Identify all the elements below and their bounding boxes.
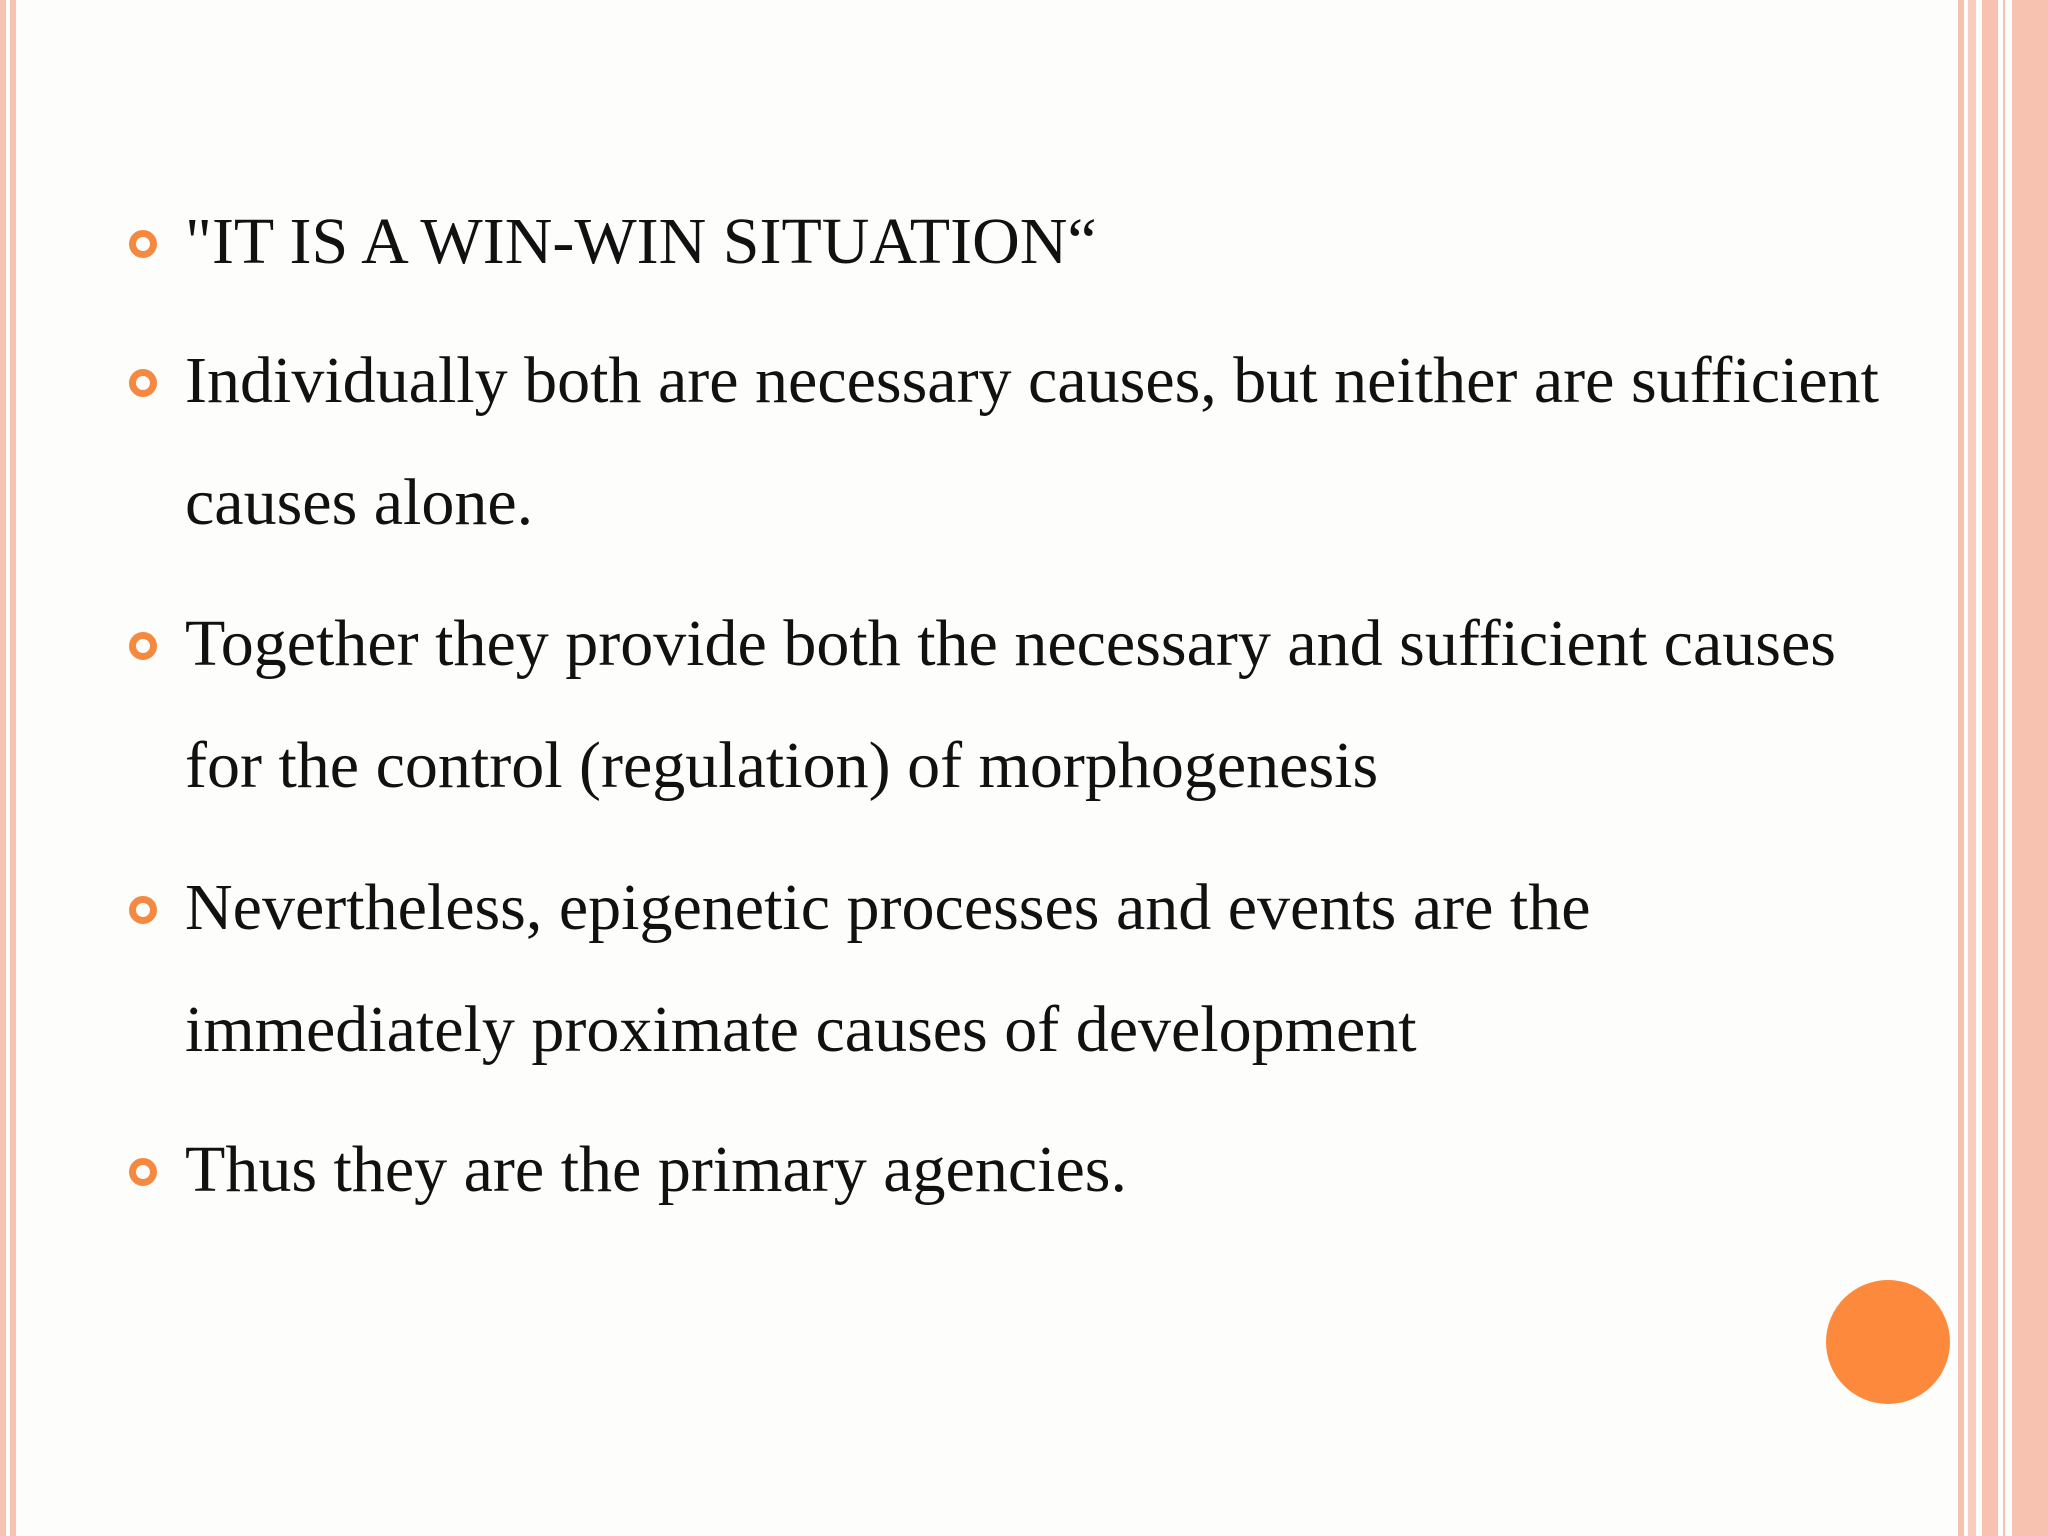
bullet-text: Thus they are the primary agencies. (185, 1133, 1127, 1206)
ring-bullet-icon (129, 632, 157, 660)
right-border-stripe (2003, 0, 2005, 1536)
bullet-text: "IT IS A WIN-WIN SITUATION“ (185, 205, 1097, 278)
ring-bullet-icon (129, 896, 157, 924)
bullet-item (185, 583, 1925, 827)
bullet-text: Individually both are necessary causes, but neither are sufficient causes alone. (185, 344, 1879, 539)
right-border-stripe (1958, 0, 1964, 1536)
bullet-item (185, 320, 1925, 564)
right-border-stripe (2012, 0, 2048, 1536)
orange-circle-decoration (1826, 1280, 1950, 1404)
bullet-text: Nevertheless, epigenetic processes and events are the immediately proximate causes of development (185, 871, 1591, 1066)
bullet-text: Together they provide both the necessary and sufficient causes for the control (regulation) of morphogenesis (185, 607, 1836, 802)
ring-bullet-icon (129, 369, 157, 397)
bullet-item (185, 847, 1925, 1091)
ring-bullet-icon (129, 1158, 157, 1186)
right-border-stripe (1982, 0, 1998, 1536)
right-border-stripe (1968, 0, 1976, 1536)
bullet-item (185, 181, 1925, 303)
bullet-item (185, 1109, 1925, 1231)
ring-bullet-icon (129, 230, 157, 258)
